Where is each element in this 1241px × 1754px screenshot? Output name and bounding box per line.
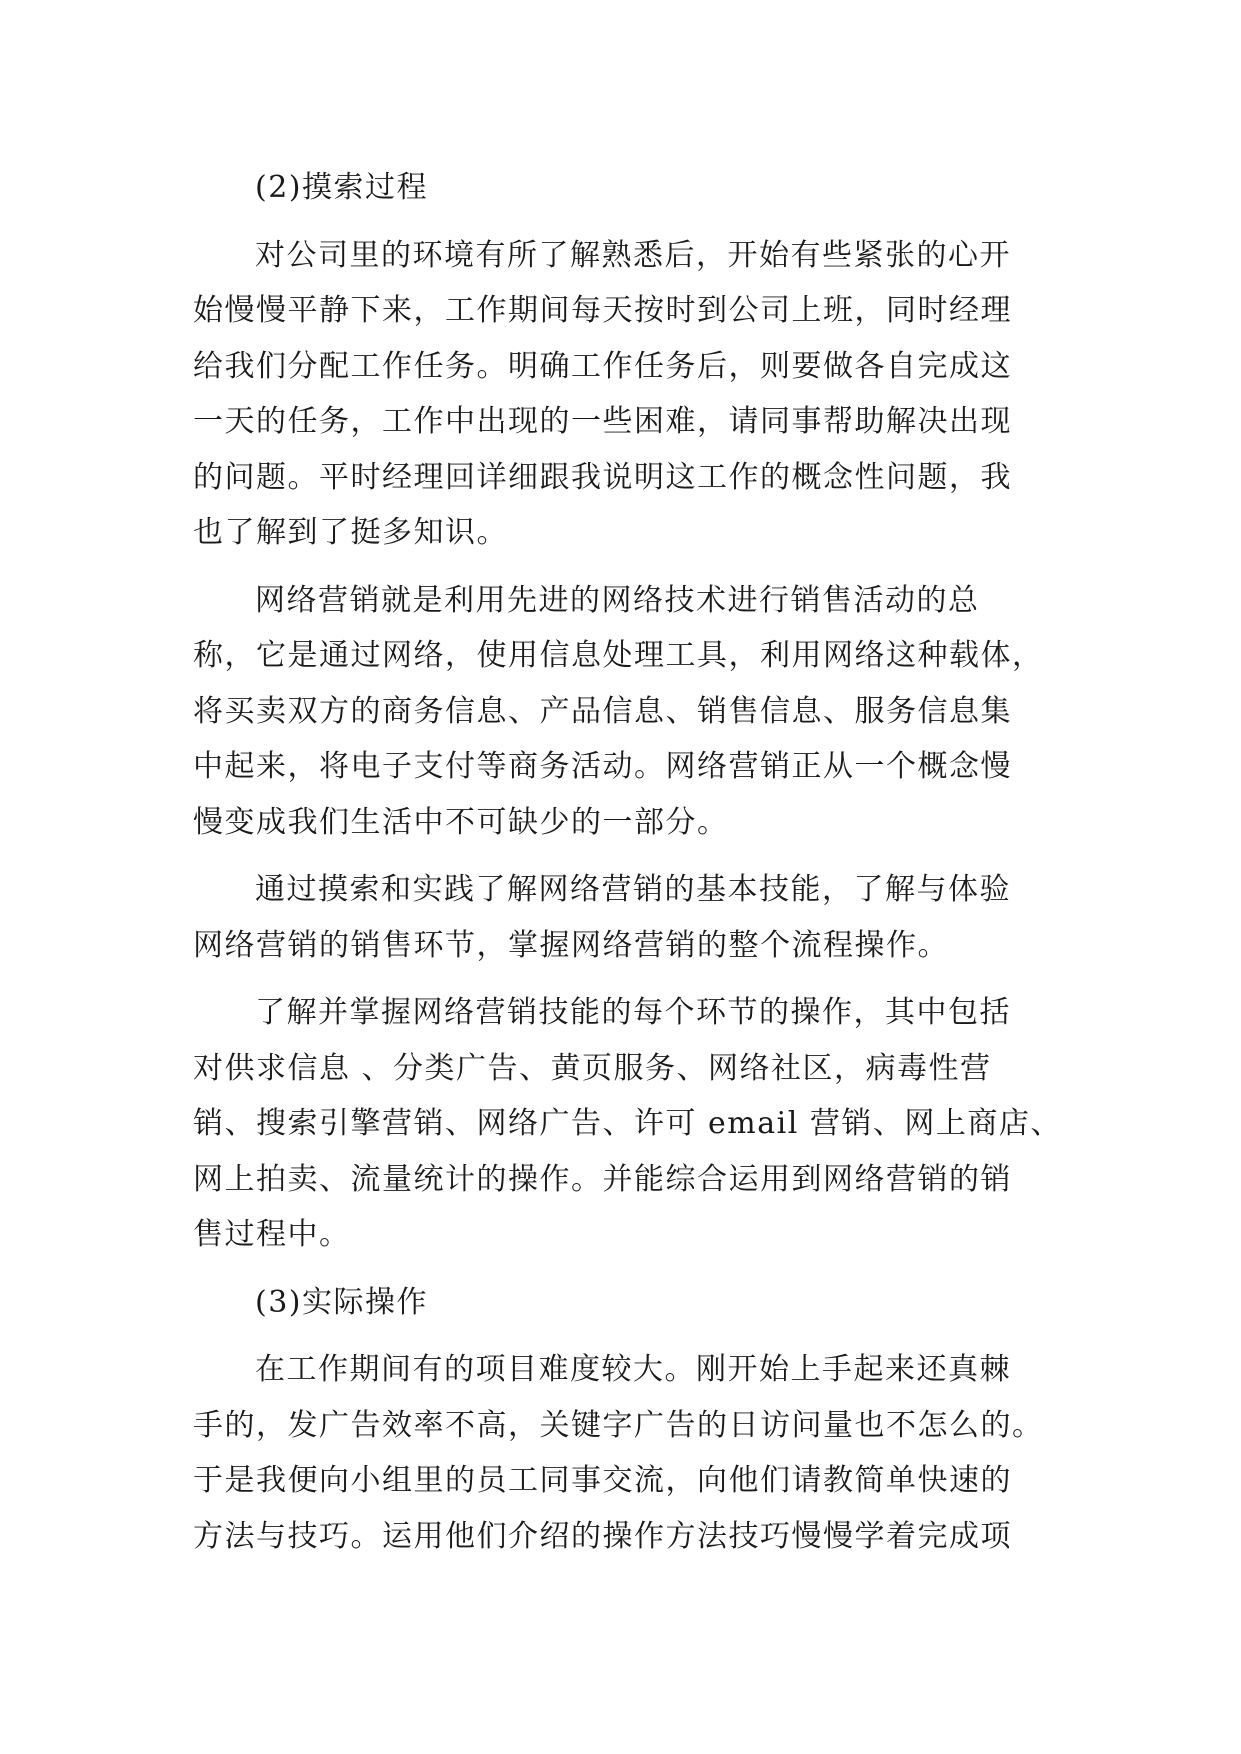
spacer [193, 561, 1049, 573]
paragraph-line: 的问题。平时经理回详细跟我说明这工作的概念性问题，我 [193, 459, 1012, 495]
paragraph-line: 一天的任务，工作中出现的一些困难，请同事帮助解决出现 [193, 404, 1012, 439]
document-body [193, 160, 1062, 1564]
paragraph-line: 也了解到了挺多知识。 [193, 515, 508, 550]
paragraph-line: 将买卖双方的商务信息、产品信息、销售信息、服务信息集 [193, 693, 1012, 729]
paragraph-line: 方法与技巧。运用他们介绍的操作方法技巧慢慢学着完成项 [193, 1518, 1012, 1554]
paragraph-line: 于是我便向小组里的员工同事交流，向他们请教简单快速的 [193, 1463, 1012, 1498]
spacer [193, 850, 1049, 862]
spacer [193, 1263, 1049, 1275]
paragraph-line: 网上拍卖、流量统计的操作。并能综合运用到网络营销的销 [193, 1161, 1012, 1197]
paragraph-line: 销、搜索引擎营销、网络广告、许可 email 营销、网上商店、 [193, 1106, 1062, 1141]
section-heading-2: (2)摸索过程 [255, 170, 428, 205]
paragraph-line: 始慢慢平静下来，工作期间每天按时到公司上班，同时经理 [193, 293, 1012, 328]
paragraph-1 [193, 228, 1049, 561]
paragraph-line: 给我们分配工作任务。明确工作任务后，则要做各自完成这 [193, 348, 1012, 384]
paragraph-line: 中起来，将电子支付等商务活动。网络营销正从一个概念慢 [193, 749, 1012, 784]
paragraph-3 [193, 862, 1049, 973]
paragraph-line: 了解并掌握网络营销技能的每个环节的操作，其中包括 [255, 995, 1011, 1030]
paragraph-line: 在工作期间有的项目难度较大。刚开始上手起来还真棘 [255, 1352, 1011, 1387]
paragraph-line: 慢变成我们生活中不可缺少的一部分。 [193, 804, 729, 840]
paragraph-line: 对公司里的环境有所了解熟悉后，开始有些紧张的心开 [255, 237, 1011, 273]
spacer [193, 1330, 1049, 1342]
spacer [193, 973, 1049, 985]
section-heading-3: (3)实际操作 [255, 1284, 428, 1320]
paragraph-2 [193, 573, 1049, 851]
paragraph-line: 售过程中。 [193, 1217, 351, 1252]
paragraph-line: 网络营销就是利用先进的网络技术进行销售活动的总 [255, 582, 980, 618]
spacer [193, 216, 1049, 228]
paragraph-line: 手的，发广告效率不高，关键字广告的日访问量也不怎么的。 [193, 1407, 1044, 1443]
paragraph-4 [193, 985, 1062, 1263]
paragraph-line: 通过摸索和实践了解网络营销的基本技能，了解与体验 [255, 872, 1011, 907]
paragraph-line: 称，它是通过网络，使用信息处理工具，利用网络这种载体， [193, 638, 1044, 673]
paragraph-line: 网络营销的销售环节，掌握网络营销的整个流程操作。 [193, 927, 949, 963]
paragraph-5 [193, 1342, 1049, 1564]
paragraph-line: 对供求信息 、分类广告、黄页服务、网络社区，病毒性营 [193, 1050, 992, 1086]
